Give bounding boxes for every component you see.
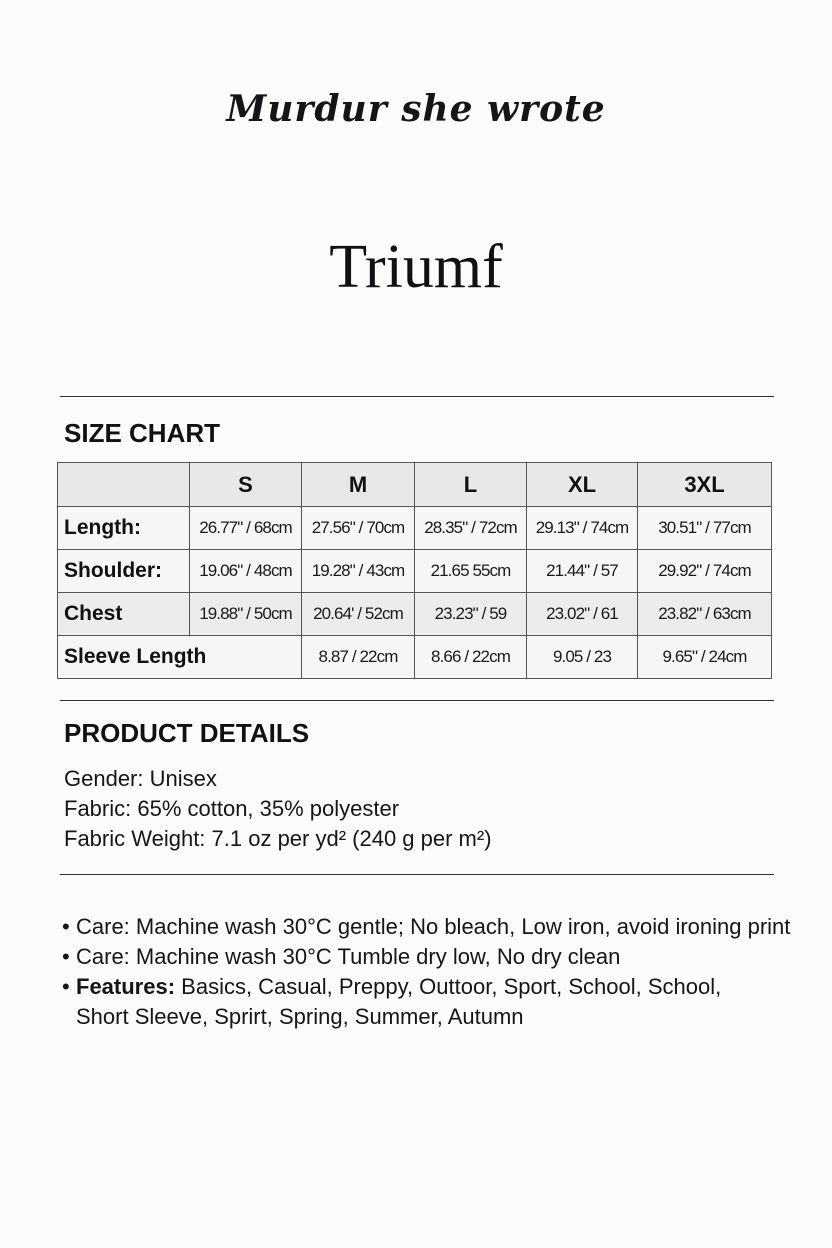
bullet-dot-icon: • xyxy=(62,944,70,969)
product-details-heading: PRODUCT DETAILS xyxy=(64,718,310,748)
detail-fabric: Fabric: 65% cotton, 35% polyester xyxy=(64,796,400,821)
size-header-l: L xyxy=(415,463,527,507)
features-text: Basics, Casual, Preppy, Outtoor, Sport, School, School, xyxy=(175,974,722,999)
table-cell: 30.51" / 77cm xyxy=(638,507,772,550)
table-row xyxy=(58,550,772,593)
table-cell: 29.13" / 74cm xyxy=(527,507,638,550)
size-header-3xl: 3XL xyxy=(638,463,772,507)
size-table xyxy=(57,462,772,679)
table-cell: 21.65 55cm xyxy=(415,550,527,593)
row-label-shoulder: Shoulder: xyxy=(58,550,190,593)
size-chart-heading: SIZE CHART xyxy=(64,418,220,448)
row-label-chest: Chest xyxy=(58,593,190,636)
row-label-sleeve-length: Sleeve Length xyxy=(58,636,302,679)
brand-logo: Murdur she wrote xyxy=(226,88,606,130)
table-cell: 20.64' / 52cm xyxy=(302,593,415,636)
bullet-dot-icon: • xyxy=(62,914,70,939)
table-cell: 28.35" / 72cm xyxy=(415,507,527,550)
table-cell: 27.56" / 70cm xyxy=(302,507,415,550)
table-cell: 9.65" / 24cm xyxy=(638,636,772,679)
table-cell: 23.23" / 59 xyxy=(415,593,527,636)
header-corner xyxy=(58,463,190,507)
care-features-list xyxy=(62,912,832,1032)
detail-fabric-weight: Fabric Weight: 7.1 oz per yd² (240 g per m²) xyxy=(64,826,492,851)
table-row xyxy=(58,636,772,679)
size-header-s: S xyxy=(190,463,302,507)
table-cell: 23.82" / 63cm xyxy=(638,593,772,636)
bullet-dot-icon: • xyxy=(62,974,70,999)
table-cell: 29.92" / 74cm xyxy=(638,550,772,593)
table-cell: 19.28" / 43cm xyxy=(302,550,415,593)
table-cell: 8.87 / 22cm xyxy=(302,636,415,679)
divider xyxy=(60,396,774,397)
care-text-1: Care: Machine wash 30°C gentle; No bleach, Low iron, avoid ironing print xyxy=(76,914,791,939)
table-row xyxy=(58,507,772,550)
features-text-continued: Short Sleeve, Sprirt, Spring, Summer, Autumn xyxy=(76,1004,524,1029)
divider xyxy=(60,700,774,701)
detail-gender: Gender: Unisex xyxy=(64,766,217,791)
table-cell: 19.88" / 50cm xyxy=(190,593,302,636)
table-cell: 9.05 / 23 xyxy=(527,636,638,679)
size-header-m: M xyxy=(302,463,415,507)
list-item xyxy=(62,972,832,1032)
table-row xyxy=(58,593,772,636)
table-cell: 19.06" / 48cm xyxy=(190,550,302,593)
table-cell: 23.02" / 61 xyxy=(527,593,638,636)
care-text-2: Care: Machine wash 30°C Tumble dry low, No dry clean xyxy=(76,944,621,969)
table-cell: 26.77" / 68cm xyxy=(190,507,302,550)
table-cell: 21.44" / 57 xyxy=(527,550,638,593)
product-title: Triumf xyxy=(329,233,503,301)
list-item xyxy=(62,912,832,942)
product-details-list xyxy=(64,764,492,854)
row-label-length: Length: xyxy=(58,507,190,550)
size-header-xl: XL xyxy=(527,463,638,507)
table-cell: 8.66 / 22cm xyxy=(415,636,527,679)
features-label: Features: xyxy=(76,974,176,999)
size-header-row xyxy=(58,463,772,507)
list-item xyxy=(62,942,832,972)
divider xyxy=(60,874,774,875)
